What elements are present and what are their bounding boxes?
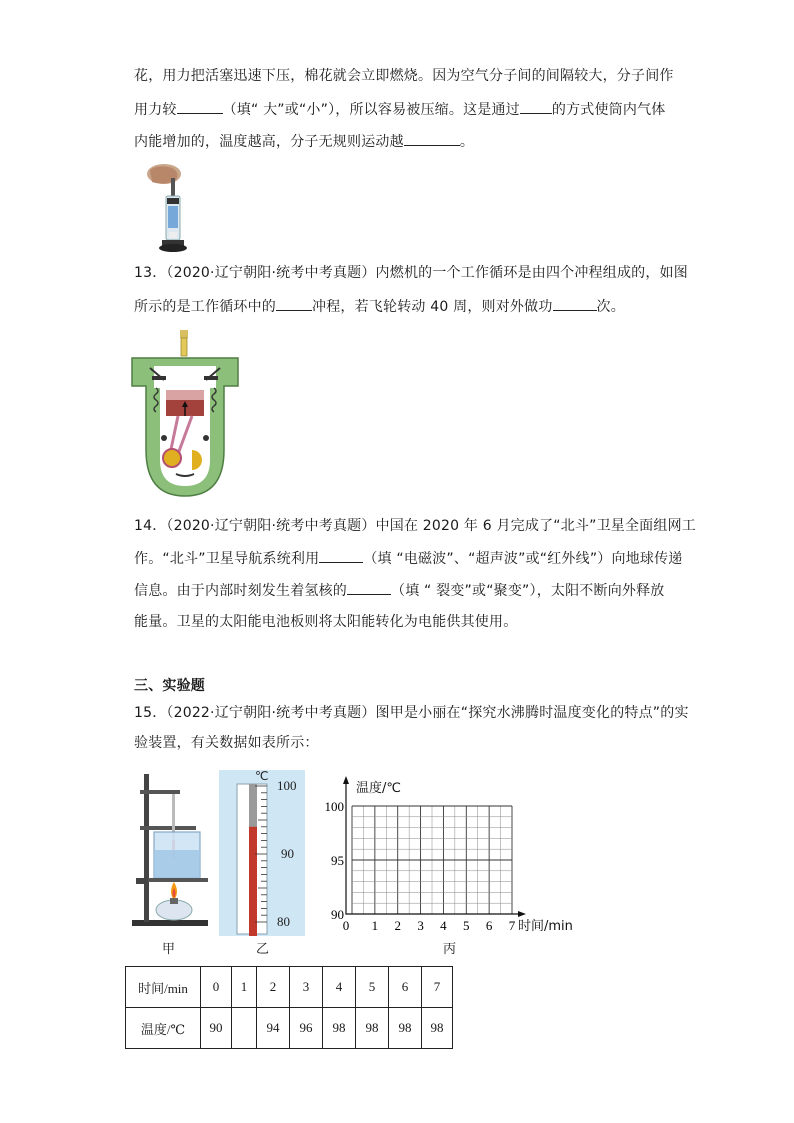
q12-line-3: [134, 131, 474, 152]
figure-label-yi: 乙: [256, 942, 270, 957]
engine-cylinder-figure: [130, 328, 240, 498]
graph-x-axis-label: 时间/min: [518, 919, 573, 934]
x-tick-label: 5: [463, 918, 470, 933]
answer-blank[interactable]: [177, 99, 223, 114]
q12-text: 内能增加的，温度越高，分子无规则运动越: [134, 134, 404, 150]
thermometer-unit: ℃: [255, 770, 269, 783]
q14-line-3: [134, 580, 665, 601]
y-tick-label: 90: [331, 907, 344, 922]
y-tick-label: 100: [324, 799, 344, 814]
x-tick-label: 0: [342, 918, 350, 933]
q13-text: 次。: [596, 299, 625, 315]
table-cell: 98: [323, 1008, 356, 1049]
q12-line-2: [134, 99, 665, 120]
table-cell: 7: [422, 967, 453, 1008]
table-row-temp: [126, 1008, 453, 1049]
table-cell-empty[interactable]: [232, 1008, 257, 1049]
q13-text: 冲程，若飞轮转动 40 周，则对外做功: [312, 299, 553, 315]
table-cell: 3: [290, 967, 323, 1008]
figure-label-jia: 甲: [162, 942, 176, 957]
mercury-column: [249, 827, 257, 936]
y-tick-label: 95: [331, 853, 344, 868]
q13-text: 所示的是工作循环中的: [134, 299, 276, 315]
table-cell: 0: [201, 967, 232, 1008]
q14-line-4: 能量。卫星的太阳能电池板则将太阳能转化为电能供其使用。: [134, 614, 518, 630]
q14-text: 信息。由于内部时刻发生着氢核的: [134, 583, 347, 599]
x-tick-label: 2: [394, 918, 401, 933]
answer-blank[interactable]: [404, 131, 460, 146]
temperature-time-graph: [318, 772, 588, 938]
thermometer-label-100: 100: [277, 778, 297, 793]
q12-text: 。: [459, 134, 475, 150]
q13-line-1: 13．（2020·辽宁朝阳·统考中考真题）内燃机的一个工作循环是由四个冲程组成的，如图: [134, 265, 688, 281]
q12-text: 用力较: [134, 102, 177, 118]
q14-line-2: [134, 548, 682, 569]
x-tick-label: 7: [508, 918, 516, 933]
thermometer-label-90: 90: [281, 846, 294, 861]
graph-y-axis-label: 温度/℃: [356, 781, 401, 796]
table-header-temp: 温度/℃: [126, 1008, 201, 1049]
fire-syringe-figure: [140, 160, 200, 255]
answer-blank[interactable]: [319, 548, 363, 563]
q12-text: （填“ 大”或“小”），所以容易被压缩。这是通过: [222, 102, 520, 118]
table-cell: 98: [356, 1008, 389, 1049]
answer-blank[interactable]: [347, 580, 391, 595]
thermometer-figure: [219, 770, 305, 936]
figure-label-bing: 丙: [443, 942, 457, 957]
table-cell: 5: [356, 967, 389, 1008]
thermometer-label-80: 80: [277, 914, 290, 929]
q14-text: 作。“北斗”卫星导航系统利用: [134, 551, 320, 567]
graph-grid: [352, 806, 512, 914]
answer-blank[interactable]: [276, 296, 312, 311]
x-tick-label: 1: [371, 918, 379, 933]
table-cell: 98: [422, 1008, 453, 1049]
boiling-apparatus-figure: [130, 770, 212, 930]
q12-text: 的方式使筒内气体: [551, 102, 666, 118]
x-tick-label: 4: [440, 918, 447, 933]
table-cell: 98: [389, 1008, 422, 1049]
x-tick-label: 3: [417, 918, 424, 933]
q15-line-2: 验装置，有关数据如表所示：: [134, 735, 319, 751]
table-cell: 2: [257, 967, 290, 1008]
table-cell: 4: [323, 967, 356, 1008]
q14-text: （填 “ 裂变”或“聚变”），太阳不断向外释放: [391, 583, 665, 599]
q13-line-2: [134, 296, 625, 317]
table-cell: 96: [290, 1008, 323, 1049]
answer-blank[interactable]: [520, 99, 552, 114]
table-header-time: 时间/min: [126, 967, 201, 1008]
q14-line-1: 14．（2020·辽宁朝阳·统考中考真题）中国在 2020 年 6 月完成了“北斗”卫星全面组网工: [134, 518, 696, 534]
table-cell: 1: [232, 967, 257, 1008]
q14-text: （填 “电磁波”、“超声波”或“红外线”）向地球传递: [363, 551, 683, 567]
section-heading: 三、实验题: [134, 678, 205, 694]
table-cell: 94: [257, 1008, 290, 1049]
table-cell: 90: [201, 1008, 232, 1049]
data-table: [125, 966, 453, 1049]
table-cell: 6: [389, 967, 422, 1008]
q15-line-1: 15．（2022·辽宁朝阳·统考中考真题）图甲是小丽在“探究水沸腾时温度变化的特点”的实: [134, 705, 689, 721]
q12-line-1: 花，用力把活塞迅速下压，棉花就会立即燃烧。因为空气分子间的间隔较大，分子间作: [134, 68, 674, 84]
answer-blank[interactable]: [553, 296, 597, 311]
table-row-time: [126, 967, 453, 1008]
x-tick-label: 6: [485, 918, 493, 933]
